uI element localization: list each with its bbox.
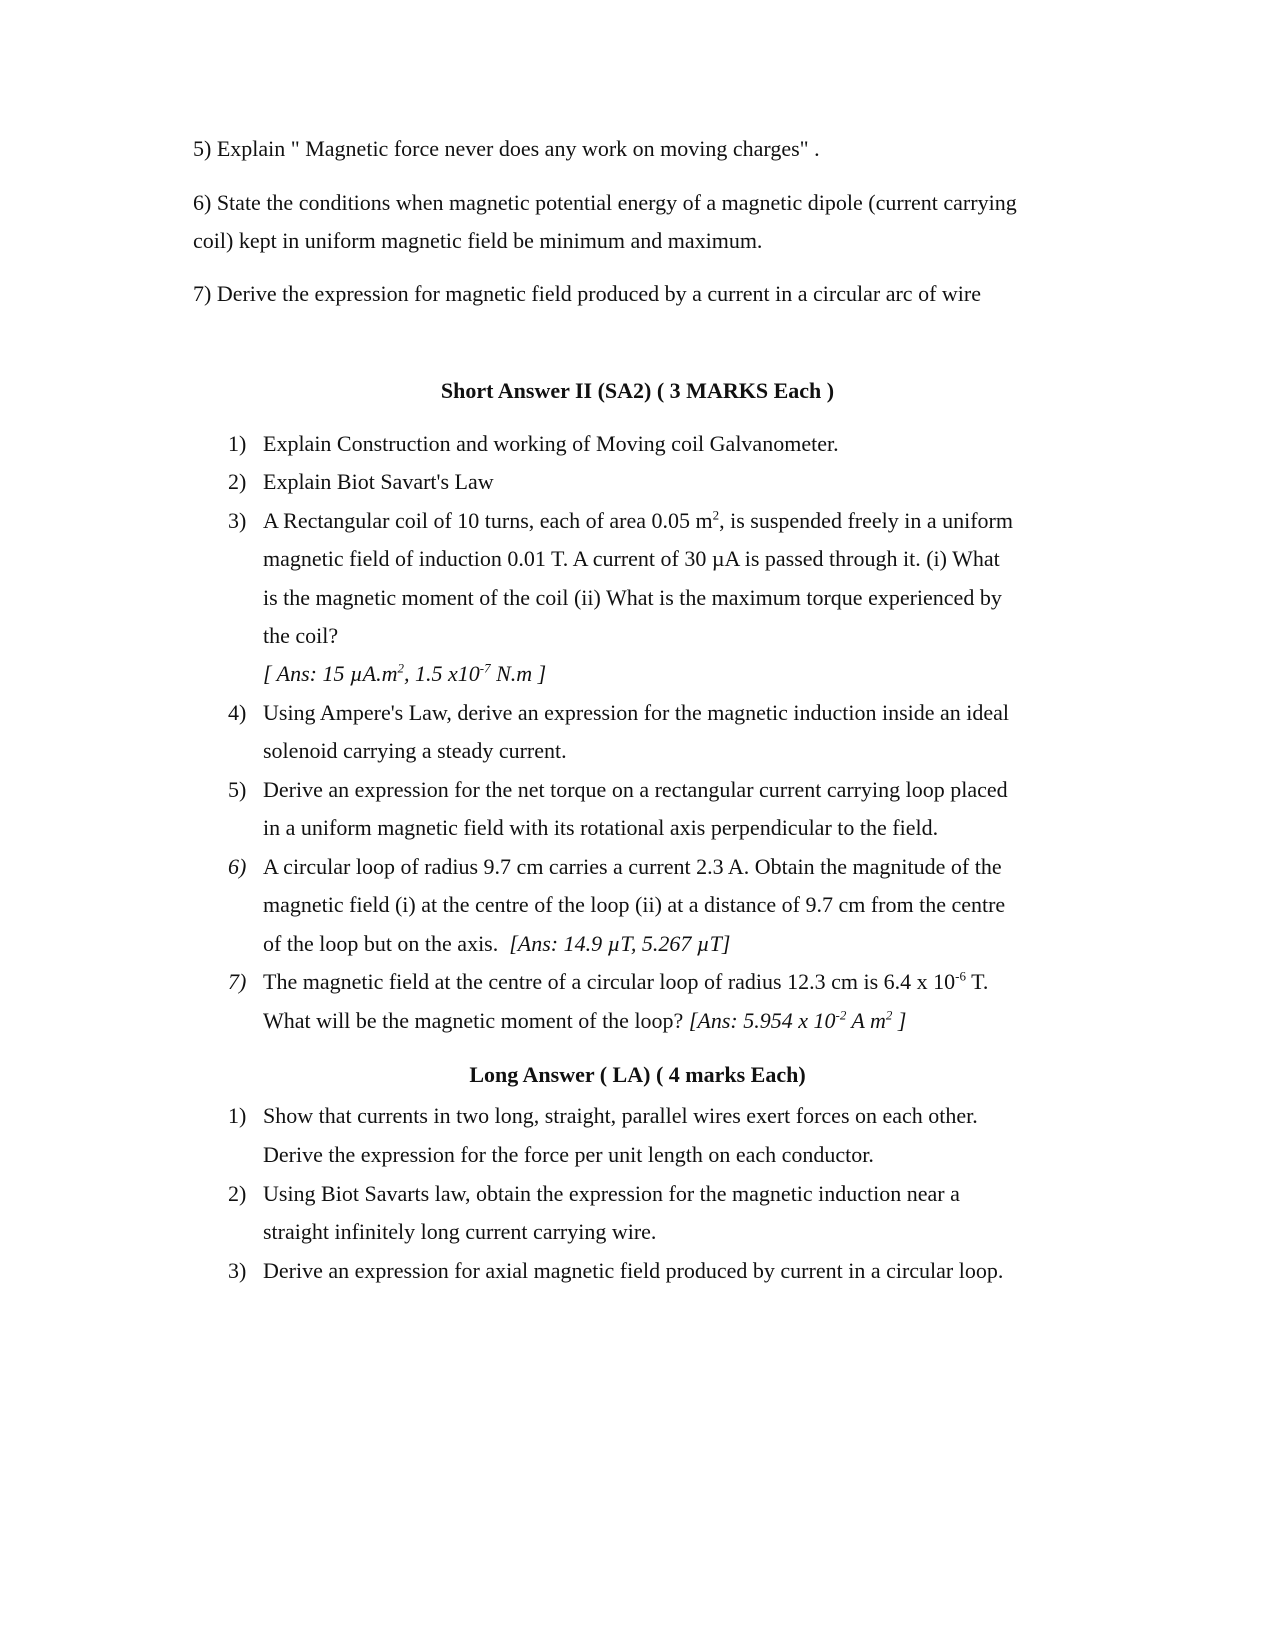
la-item-1-line-1: Show that currents in two long, straight, parallel wires exert forces on each other. — [263, 1103, 978, 1128]
sa2-item-6-answer: [Ans: 14.9 µT, 5.267 µT] — [509, 931, 731, 956]
sa2-item-3-answer: [ Ans: 15 $\mu A.m^2$, 1.5 $x10^{-7}$ N.m ] — [263, 660, 547, 686]
sa2-item-7-line-1: The magnetic field at the centre of a circular loop of radius 12.3 cm is 6.4 x $10^{-6}$ T. — [263, 968, 989, 994]
sa2-item-7-number: 7) — [228, 969, 247, 994]
question-6-line-1: 6) State the conditions when magnetic potential energy of a magnetic dipole (current carrying — [193, 190, 1017, 215]
sa2-item-3-line-4: the coil? — [263, 623, 339, 648]
sa2-item-7-line-2: What will be the magnetic moment of the loop? [Ans: 5.954 x $10^{-2}$ A $m^2$ ] — [263, 1007, 907, 1033]
sa2-item-5-line-2: in a uniform magnetic field with its rotational axis perpendicular to the field. — [263, 815, 939, 840]
question-5: 5) Explain " Magnetic force never does any work on moving charges" . — [193, 136, 820, 161]
sa2-item-5-number: 5) — [228, 777, 247, 802]
la-item-1-line-2: Derive the expression for the force per unit length on each conductor. — [263, 1142, 874, 1167]
question-6-line-2: coil) kept in uniform magnetic field be minimum and maximum. — [193, 228, 763, 253]
sa2-item-3-line-1: A Rectangular coil of 10 turns, each of area 0.05 $m^2$, is suspended freely in a uniform — [263, 507, 1013, 533]
sa2-item-3-number: 3) — [228, 508, 247, 533]
question-7: 7) Derive the expression for magnetic field produced by a current in a circular arc of wire — [193, 281, 981, 306]
sa2-item-7-answer: [Ans: 5.954 x $10^{-2}$ A $m^2$ ] — [688, 1007, 907, 1033]
sa2-item-4-line-2: solenoid carrying a steady current. — [263, 738, 567, 763]
sa2-item-6-line-2: magnetic field (i) at the centre of the loop (ii) at a distance of 9.7 cm from the centre — [263, 892, 1006, 917]
sa2-item-4-number: 4) — [228, 700, 247, 725]
sa2-item-6-line-1: A circular loop of radius 9.7 cm carries a current 2.3 A. Obtain the magnitude of the — [263, 854, 1002, 879]
la-item-2-number: 2) — [228, 1181, 247, 1206]
sa2-item-2-text: Explain Biot Savart's Law — [263, 469, 494, 494]
la-item-3-number: 3) — [228, 1258, 247, 1283]
sa2-heading: Short Answer II (SA2) ( 3 MARKS Each ) — [440, 378, 835, 403]
sa2-item-2-number: 2) — [228, 469, 247, 494]
la-item-2-line-2: straight infinitely long current carrying wire. — [263, 1219, 657, 1244]
sa2-item-6-line-3: of the loop but on the axis. [Ans: 14.9 µT, 5.267 µT] — [263, 931, 731, 956]
la-heading: Long Answer ( LA) ( 4 marks Each) — [469, 1062, 806, 1087]
sa2-item-1-number: 1) — [228, 431, 247, 456]
sa2-item-5-line-1: Derive an expression for the net torque on a rectangular current carrying loop placed — [263, 777, 1008, 802]
la-item-3-line-1: Derive an expression for axial magnetic field produced by current in a circular loop. — [263, 1258, 1004, 1283]
sa2-item-3-line-2: magnetic field of induction 0.01 T. A current of 30 µA is passed through it. (i) What — [263, 546, 1000, 571]
sa2-item-6-number: 6) — [228, 854, 247, 879]
sa2-item-1-text: Explain Construction and working of Moving coil Galvanometer. — [263, 431, 839, 456]
la-item-1-number: 1) — [228, 1103, 247, 1128]
la-item-2-line-1: Using Biot Savarts law, obtain the expression for the magnetic induction near a — [263, 1181, 960, 1206]
sa2-item-4-line-1: Using Ampere's Law, derive an expression for the magnetic induction inside an ideal — [263, 700, 1010, 725]
sa2-item-3-line-3: is the magnetic moment of the coil (ii) What is the maximum torque experienced by — [263, 585, 1002, 610]
